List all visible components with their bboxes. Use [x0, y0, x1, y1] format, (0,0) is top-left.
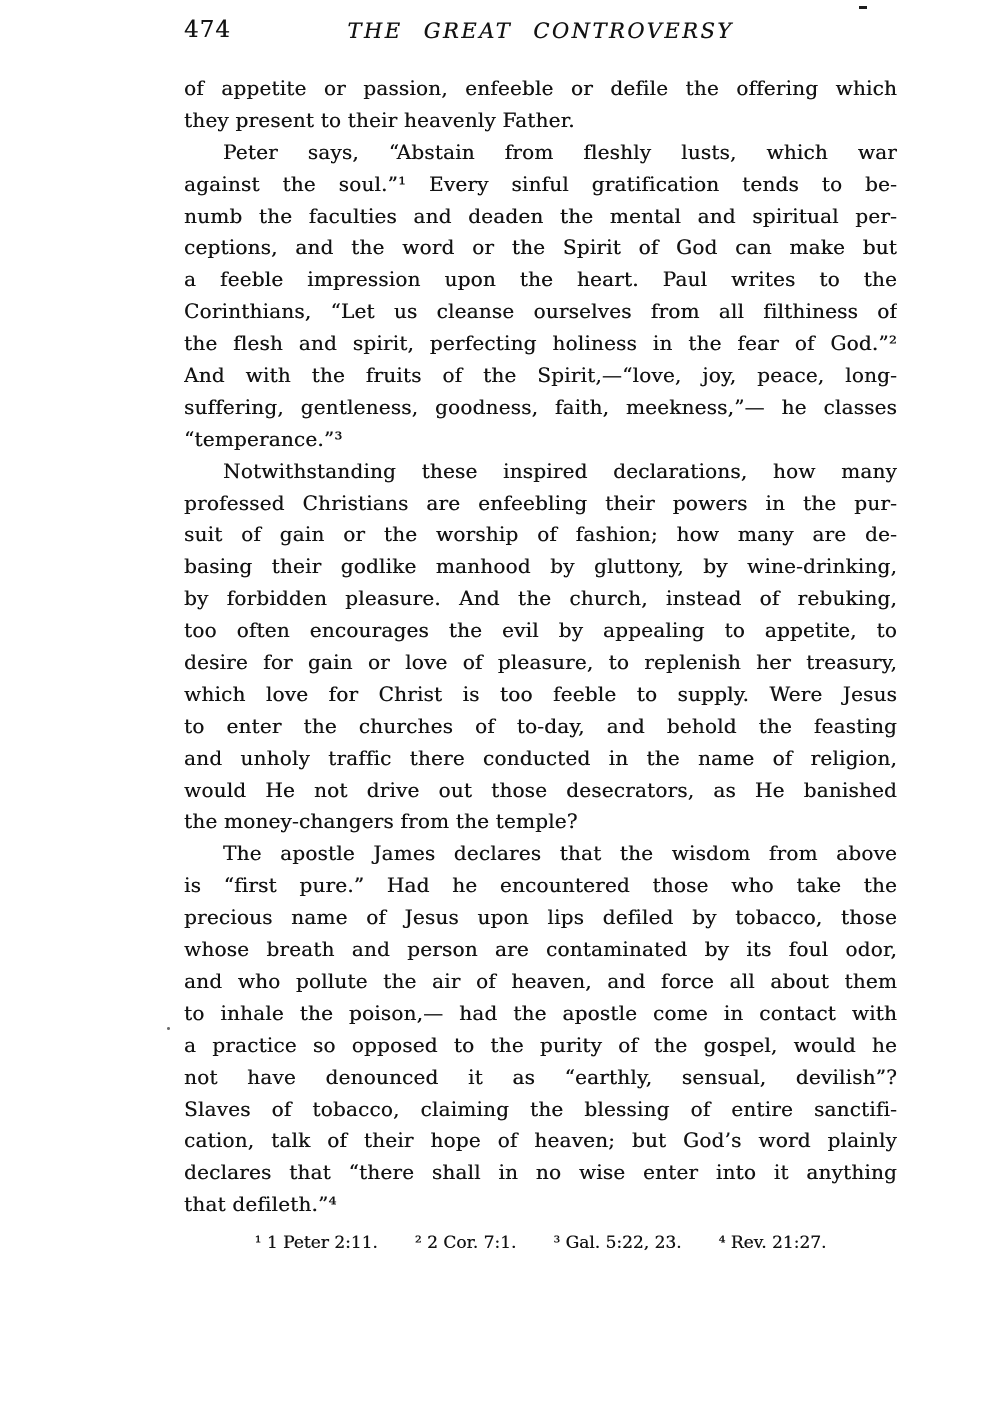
text-line: a practice so opposed to the purity of the gospel, would he: [184, 1032, 897, 1057]
footnote-citation: ¹ 1 Peter 2:11.: [254, 1233, 378, 1253]
running-title: THE GREAT CONTROVERSY: [347, 19, 734, 43]
text-line: The apostle James declares that the wisdom from above: [223, 841, 897, 866]
text-line: would He not drive out those desecrators, as He banished: [184, 777, 897, 802]
text-line: ceptions, and the word or the Spirit of God can make but: [184, 235, 897, 260]
text-line: declares that “there shall in no wise enter into it anything: [184, 1160, 897, 1185]
body-text: [184, 73, 897, 1221]
text-line: “temperance.”³: [184, 426, 343, 451]
footnotes-row: [184, 1233, 897, 1253]
text-line: the money-changers from the temple?: [184, 809, 578, 834]
text-line: they present to their heavenly Father.: [184, 107, 575, 132]
text-line: desire for gain or love of pleasure, to replenish her treasury,: [184, 650, 897, 675]
text-line: the flesh and spirit, perfecting holiness in the fear of God.”²: [184, 331, 897, 356]
text-line: basing their godlike manhood by gluttony, by wine-drinking,: [184, 554, 897, 579]
text-line: Peter says, “Abstain from fleshly lusts, which war: [223, 139, 897, 164]
text-line: by forbidden pleasure. And the church, instead of rebuking,: [184, 586, 897, 611]
footnote-citation: ² 2 Cor. 7:1.: [414, 1233, 517, 1253]
text-line: professed Christians are enfeebling their powers in the pur-: [184, 490, 897, 515]
text-line: and unholy traffic there conducted in the name of religion,: [184, 745, 897, 770]
text-line: suffering, gentleness, goodness, faith, meekness,”— he classes: [184, 394, 897, 419]
text-line: a feeble impression upon the heart. Paul writes to the: [184, 267, 897, 292]
text-line: against the soul.”¹ Every sinful gratification tends to be-: [184, 171, 897, 196]
text-line: too often encourages the evil by appealing to appetite, to: [184, 618, 897, 643]
text-line: of appetite or passion, enfeeble or defile the offering which: [184, 76, 897, 100]
text-line: precious name of Jesus upon lips defiled by tobacco, those: [184, 905, 897, 930]
text-line: cation, talk of their hope of heaven; but God’s word plainly: [184, 1128, 897, 1153]
text-line: whose breath and person are contaminated by its foul odor,: [184, 937, 897, 962]
text-line: Corinthians, “Let us cleanse ourselves from all filthiness of: [184, 299, 897, 324]
text-line: numb the faculties and deaden the mental and spiritual per-: [184, 203, 897, 228]
text-line: is “first pure.” Had he encountered those who take the: [184, 873, 897, 898]
text-line: to enter the churches of to-day, and behold the feasting: [184, 713, 897, 738]
text-line: and who pollute the air of heaven, and force all about them: [184, 968, 897, 993]
page-number: 474: [184, 17, 231, 43]
footnote-citation: ³ Gal. 5:22, 23.: [553, 1233, 682, 1253]
footnote-citation: ⁴ Rev. 21:27.: [718, 1233, 827, 1253]
text-line: that defileth.”⁴: [184, 1192, 337, 1217]
scan-artifact-dash: [859, 6, 867, 9]
text-line: not have denounced it as “earthly, sensual, devilish”?: [184, 1064, 897, 1089]
text-line: to inhale the poison,— had the apostle come in contact with: [184, 1000, 897, 1025]
text-line: And with the fruits of the Spirit,—“love, joy, peace, long-: [184, 363, 897, 388]
text-line: Notwithstanding these inspired declarations, how many: [223, 458, 897, 483]
text-line: which love for Christ is too feeble to supply. Were Jesus: [184, 681, 897, 706]
scan-artifact-dot: [167, 1027, 170, 1030]
text-line: suit of gain or the worship of fashion; how many are de-: [184, 522, 897, 547]
text-line: Slaves of tobacco, claiming the blessing of entire sanctifi-: [184, 1096, 897, 1121]
